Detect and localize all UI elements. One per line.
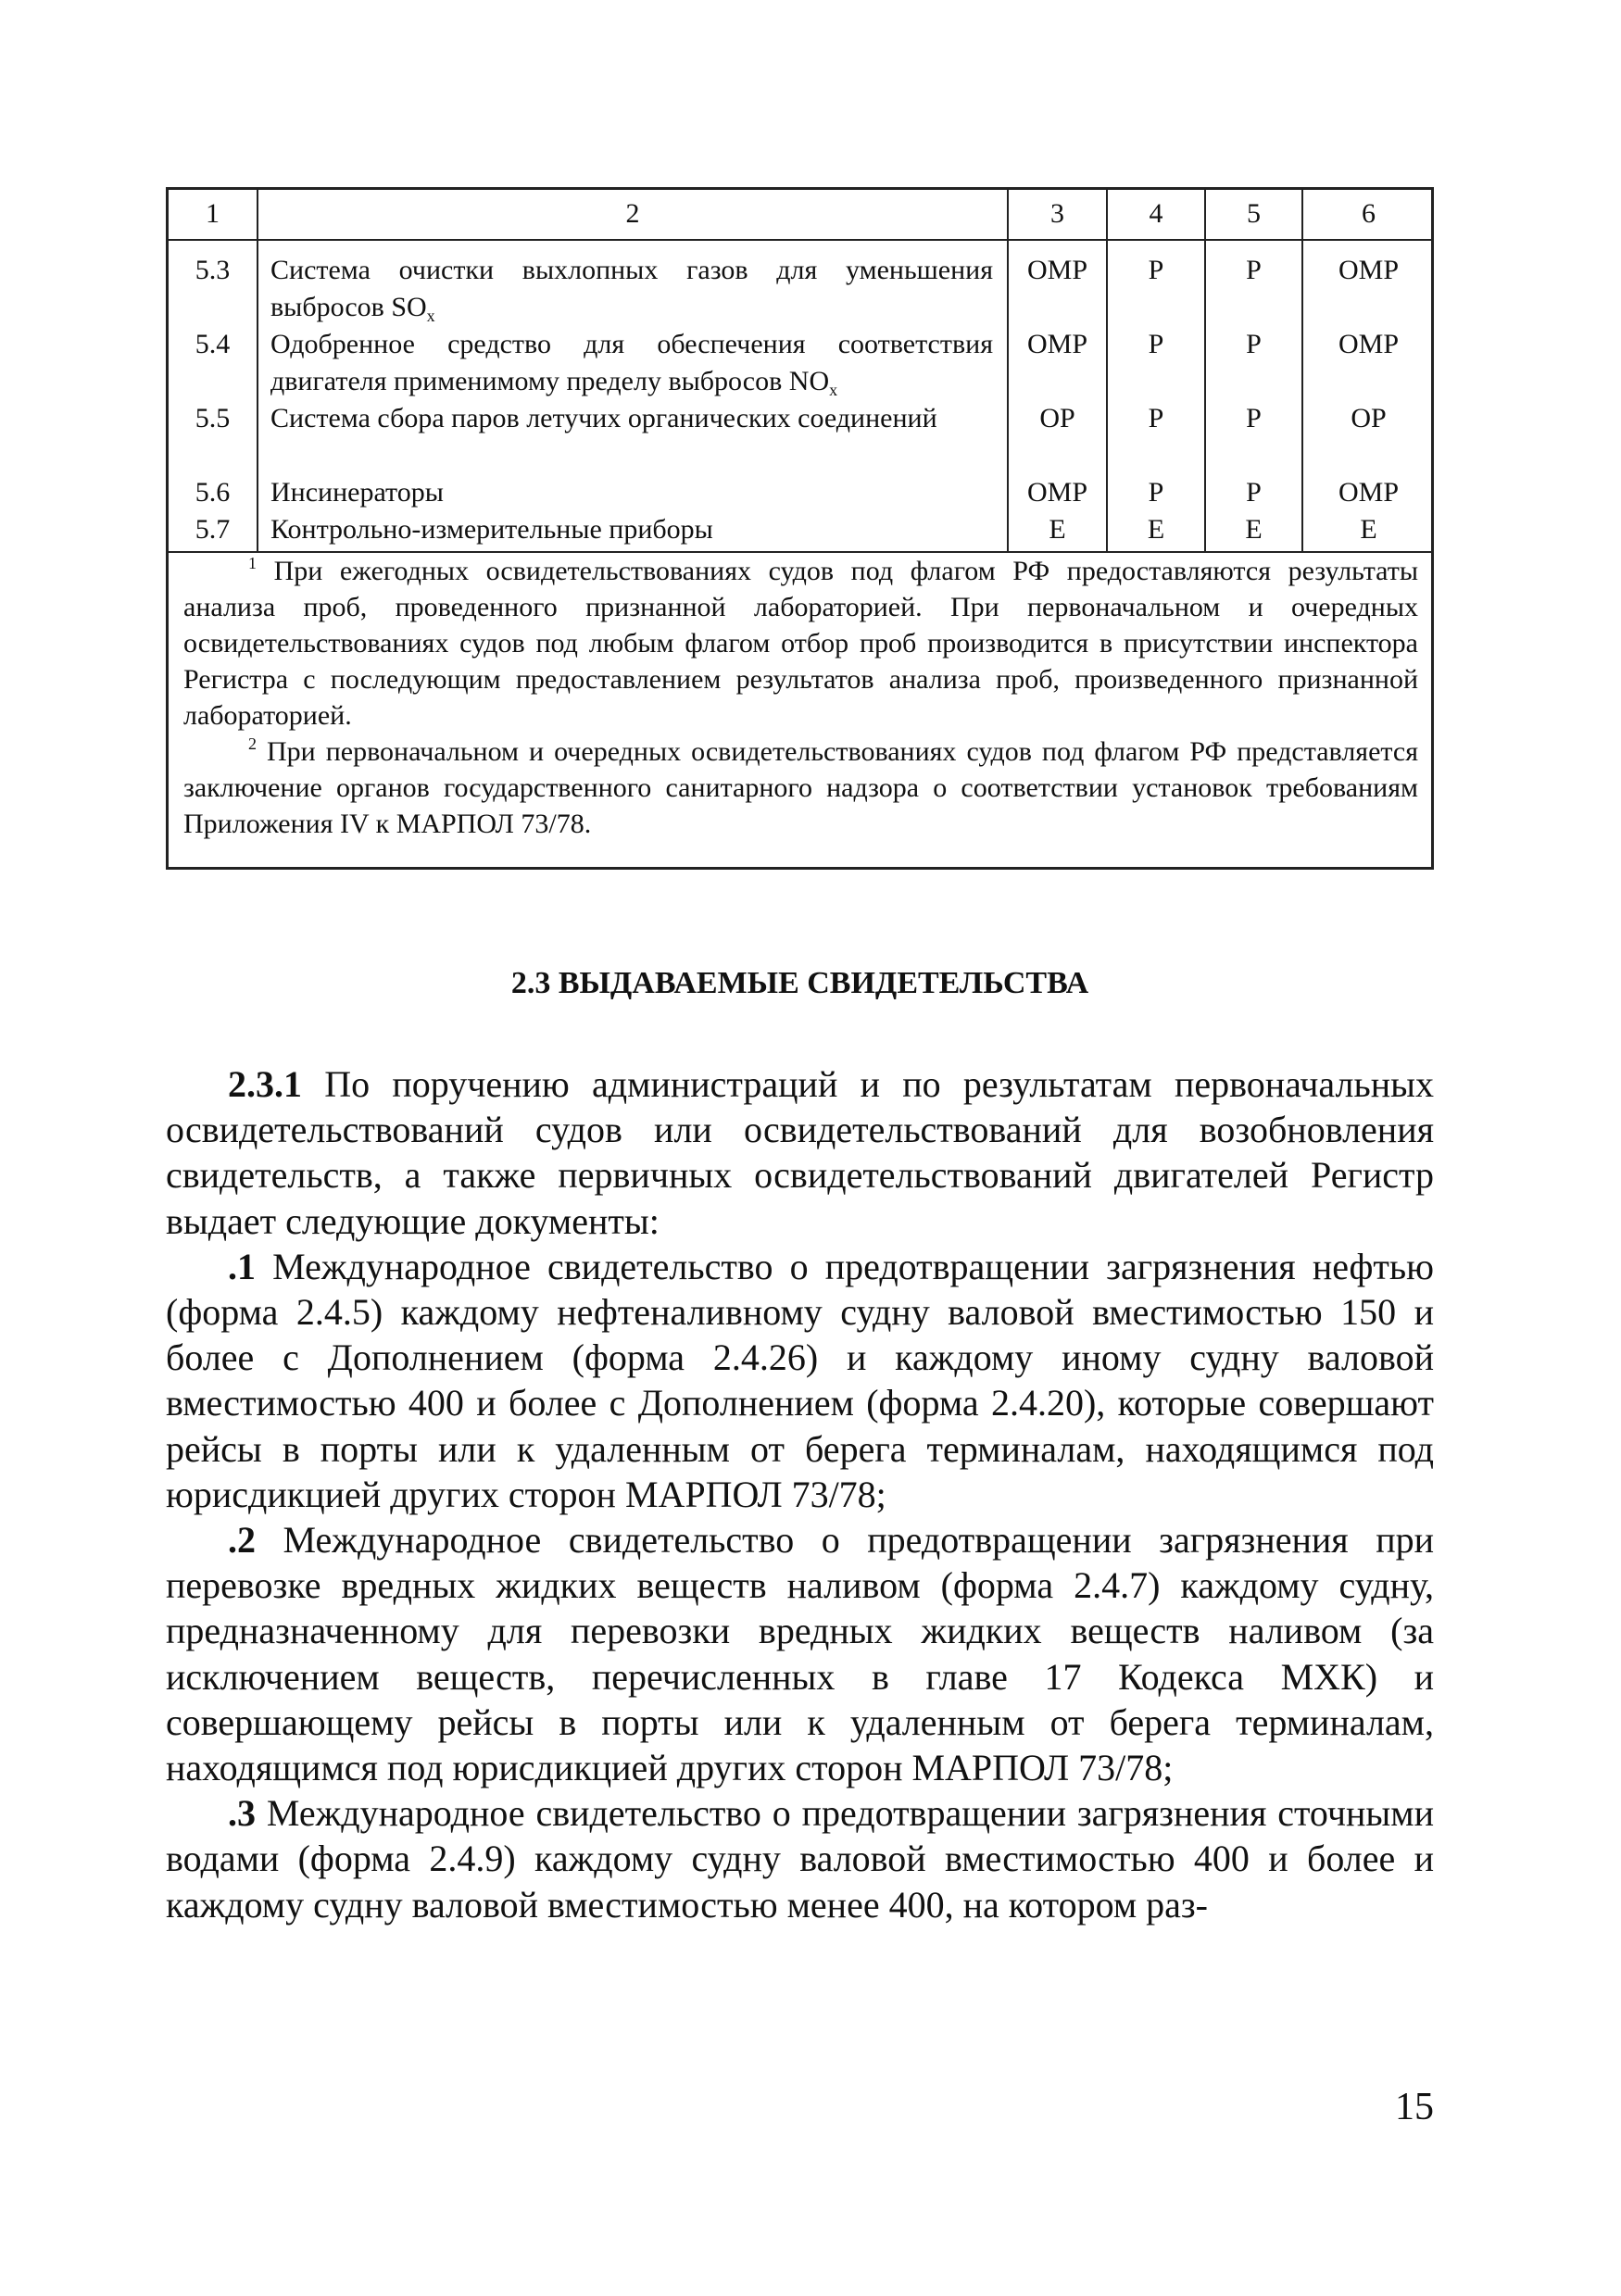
section-body [166,1061,1434,1927]
table-footnotes [169,553,1431,842]
row-number: 5.3 [195,255,231,285]
table-header-cell: 2 [625,198,640,229]
requirements-table [166,187,1434,870]
row-description: Одобренное средство для обеспечения соответствия двигателя применимому пределу выбросов $NO_x$ [270,329,993,399]
row-value: Р [1246,255,1262,285]
row-value: ОМР [1338,477,1400,508]
table-rule [257,190,258,553]
footnote: $^2$ При первоначальном и очередных освидетельствованиях судов под флагом РФ представляется заключение органов государственного санитарного надзора о соответствии установок требованиям Приложения IV к МАРПОЛ 73/78. [183,734,1418,839]
row-description: Система сбора паров летучих органических соединений [270,403,937,433]
row-number: 5.4 [195,329,231,359]
paragraph: 2.3.1 По поручению администраций и по результатам первоначальных освидетельствований судов или освидетельствований для возобновления свидетельств, а также первичных освидетельствований двигателей Регистр выдает следующие документы: [166,1063,1434,1242]
section-heading: 2.3 ВЫДАВАЕМЫЕ СВИДЕТЕЛЬСТВА [510,966,1089,1000]
row-value: Е [1049,514,1066,545]
row-value: ОР [1039,403,1075,433]
row-value: Р [1246,329,1262,359]
table-rule [169,239,1431,241]
row-value: Р [1148,477,1164,508]
paragraph: .2 Международное свидетельство о предотвращении загрязнения при перевозке вредных жидких веществ наливом (форма 2.4.7) каждому судну, предназначенному для перевозки вредных жидких веществ наливом (за исключением веществ, перечисленных в главе 17 Кодекса МХК) и совершающему рейсы в порты или к удаленным от берега терминалам, находящимся под юрисдикцией других сторон МАРПОЛ 73/78; [166,1519,1434,1789]
row-description: Контрольно-измерительные приборы [270,514,713,545]
row-value: ОМР [1338,329,1400,359]
row-value: Р [1148,403,1164,433]
row-value: Е [1245,514,1263,545]
row-value: Р [1246,477,1262,508]
row-value: ОМР [1026,329,1088,359]
row-value: Р [1246,403,1262,433]
row-value: Р [1148,255,1164,285]
row-value: ОМР [1338,255,1400,285]
row-description: Инсинераторы [270,477,444,508]
row-value: Е [1360,514,1377,545]
table-header-cell: 4 [1149,198,1163,229]
paragraph: .3 Международное свидетельство о предотвращении загрязнения сточными водами (форма 2.4.9) каждому судну валовой вместимостью 400 и более и каждому судну валовой вместимостью менее 400, на котором раз- [166,1792,1434,1926]
table-header-cell: 6 [1362,198,1376,229]
table-header-cell: 3 [1050,198,1064,229]
table-header-cell: 1 [206,198,220,229]
row-value: Е [1147,514,1165,545]
row-value: ОМР [1026,477,1088,508]
row-number: 5.6 [195,477,231,508]
row-description: Система очистки выхлопных газов для уменьшения выбросов $SO_x$ [270,255,993,325]
paragraph: .1 Международное свидетельство о предотвращении загрязнения нефтью (форма 2.4.5) каждому нефтеналивному судну валовой вместимостью 150 и более с Дополнением (форма 2.4.26) и каждому иному судну валовой вместимостью 400 и более с Дополнением (форма 2.4.20), которые совершают рейсы в порты или к удаленным от берега терминалам, находящимся под юрисдикцией других сторон МАРПОЛ 73/78; [166,1245,1434,1515]
table-header-cell: 5 [1247,198,1261,229]
row-number: 5.5 [195,403,231,433]
row-value: ОР [1351,403,1387,433]
page-number: 15 [1395,2086,1434,2128]
row-value: ОМР [1026,255,1088,285]
footnote: $^1$ При ежегодных освидетельствованиях судов под флагом РФ предоставляются результаты анализа проб, проведенного признанной лабораторией. При первоначальном и очередных освидетельствованиях судов под любым флагом отбор проб производится в присутствии инспектора Регистра с последующим предоставлением результатов анализа проб, произведенного признанной лабораторией. [183,554,1418,731]
row-value: Р [1148,329,1164,359]
row-number: 5.7 [195,514,231,545]
